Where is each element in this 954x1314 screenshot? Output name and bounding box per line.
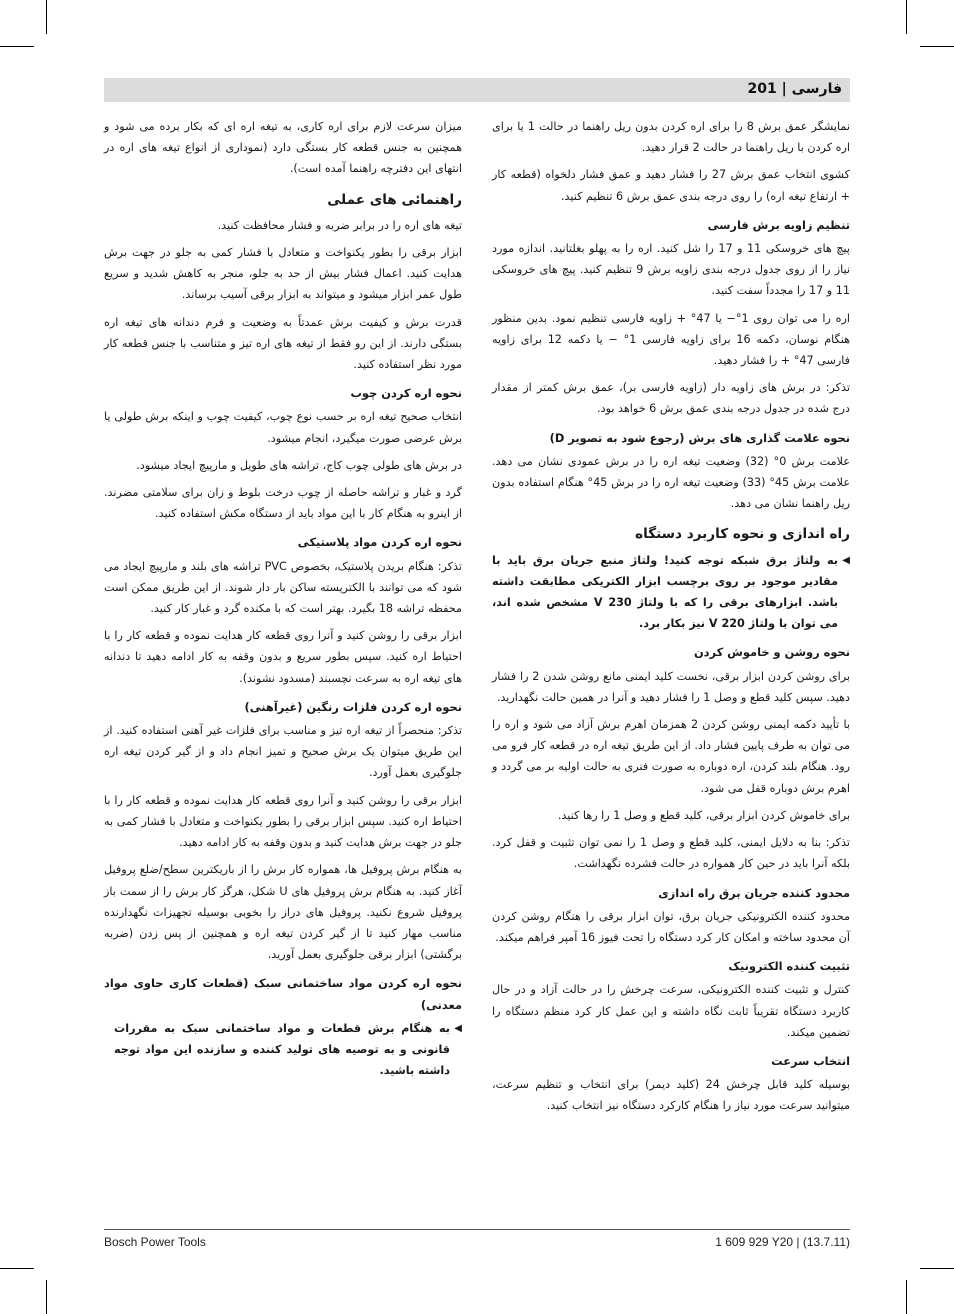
paragraph: نمایشگر عمق برش 8 را برای اره کردن بدون ریل راهنما در حالت 1 یا برای اره کردن با ریل راهنما در حالت 2 قرار دهید. [492,120,850,155]
crop-mark [46,1280,47,1314]
paragraph: تیغه های اره را در برابر ضربه و فشار محافظت کنید. [217,218,462,232]
paragraph: قدرت برش و کیفیت برش عمدتاً به وضعیت و فرم دندانه های تیغه اره بستگی دارند. از این رو فقط از تیغه های اره تیز و متناسب با جنس قطعه کار مورد نظر استفاده کنید. [104,315,462,372]
paragraph: ابزار برقی را روشن کنید و آنرا روی قطعه کار هدایت نموده و قطعه کار را با احتیاط اره کنید. سپس بطور سریع و بدون وقفه به کار ادامه دهید تا دندانه های تیغه اره به سرعت نچسبند (مسدود نشوند). [104,629,462,685]
crop-mark [920,1268,954,1269]
chapter-heading: راه اندازی و نحوه کاربرد دستگاه [635,526,850,543]
footer-brand: Bosch Power Tools [104,1235,206,1249]
paragraph: اره را می توان روی 1°− یا 47° + زاویه فارسی تنظیم نمود. بدین منظور هنگام نوسان، دکمه 16 برای زاویه فارسی 1° − یا دکمه 12 برای زاویه فارسی 47° + را فشار دهید. [492,311,851,368]
paragraph: محدود کننده الکترونیکی جریان برق، توان ابزار برقی را هنگام روشن کردن آن محدود ساخته و امکان کار کرد دستگاه را تحت فیوز 16 آمپر فراهم میکند. [492,909,850,944]
section-heading: تنظیم زاویه برش فارسی [707,217,850,232]
note-paragraph: تذکر: بنا به دلایل ایمنی، کلید قطع و وصل 1 را نمی توان تثبیت و قفل کرد. بلکه آنرا باید در حین کار همواره در حالت فشرده نگهداشت. [492,836,850,871]
paragraph: برای خاموش کردن ابزار برقی، کلید قطع و وصل 1 را رها کنید. [557,808,850,822]
warning-text: به هنگام برش قطعات و مواد ساختمانی سبک به مقررات قانونی و به توصیه های تولید کننده و سازنده این مواد توجه داشته باشید. [114,1021,450,1078]
note-paragraph: تذکر: هنگام بریدن پلاستیک، بخصوص PVC تراشه های بلند و مارپیچ ایجاد می شود که می توانند با الکتریسته ساکن بار دار شوند. از این طریق ممکن است محفظه تراشه 18 بگیرد. بهتر است که با مکنده گرد و غبار کار کنید. [104,559,462,616]
paragraph: در برش های طولی چوب کاج، تراشه های طویل و مارپیچ ایجاد میشود. [136,458,462,472]
paragraph: برای روشن کردن ابزار برقی، نخست کلید ایمنی مانع روشن شدن 2 را فشار دهید. سپس کلید قطع و وصل 1 را فشار دهید و آنرا در همین حالت نگهدارید. [492,669,851,704]
paragraph: ابزار برقی را بطور یکنواخت و متعادل با فشار کمی به جلو در جهت برش هدایت کنید. اعمال فشار بیش از حد به جلو، منجر به کاهش شدید و سریع طول عمر ابزار میشود و میتواند به ابزار برقی آسیب برساند. [104,246,462,302]
crop-mark [920,46,954,47]
paragraph: کشوی انتخاب عمق برش 27 را فشار دهید و عمق فشار دلخواه (قطعه کار + ارتفاع تیغه اره) را روی درجه بندی عمق برش 6 تنظیم کنید. [492,168,850,203]
left-column [104,116,462,1087]
section-heading: نحوه اره کردن فلزات رنگین (غیرآهنی) [244,699,462,714]
warning-triangle-icon: ◀ [842,554,850,566]
footer-doc-number: 1 609 929 Y20 | (13.7.11) [715,1235,850,1249]
paragraph: ابزار برقی را روشن کنید و آنرا روی قطعه کار هدایت نموده و قطعه کار را با احتیاط اره کنید. سپس ابزار برقی را بطور یکنواخت و متعادل با فشار کمی به جلو در جهت برش هدایت کنید و بدون وقفه به کار ادامه دهید. [104,793,462,850]
note-paragraph: تذکر: در برش های زاویه دار (زاویه فارسی بر)، عمق برش کمتر از مقدار درج شده در جدول درجه بندی عمق برش 6 خواهد بود. [492,381,850,416]
paragraph: بوسیله کلید قابل چرخش 24 (کلید دیمر) برای انتخاب و تنظیم سرعت، میتوانید سرعت مورد نیاز را هنگام کارکرد دستگاه نیز انتخاب کنید. [492,1078,850,1113]
crop-mark [906,1280,907,1314]
crop-mark [906,0,907,34]
paragraph: علامت برش 0° (32) وضعیت تیغه اره را در برش عمودی نشان می دهد. علامت برش 45° (33) وضعیت تیغه اره را در برش 45° هنگام استفاده بدون ریل راهنما نشان می دهد. [492,454,851,511]
section-heading: انتخاب سرعت [771,1053,850,1068]
paragraph: به هنگام برش پروفیل ها، همواره کار برش را از باریکترین سطح/ضلع پروفیل آغاز کنید. به هنگام برش پروفیل های U شکل، هرگز کار برش را از سمت باز پروفیل شروع نکنید. پروفیل های دراز را بخوبی بوسیله تجهیزات نگهدارنده مناسب مهار کنید تا از گیر کردن تیغه اره و همچنین از پس زدن (ضربه برگشتی) ابزار برقی جلوگیری بعمل آورید. [104,863,463,962]
section-heading: نحوه اره کردن مواد ساختمانی سبک (قطعات کاری حاوی مواد معدنی) [104,976,462,1012]
right-column [492,116,850,1123]
chapter-heading: راهنمائی های عملی [327,191,462,208]
paragraph: انتخاب صحیح تیغه اره بر حسب نوع چوب، کیفیت چوب و اینکه برش طولی یا برش عرضی صورت میگیرد، انجام میشود. [104,410,462,445]
page-title: فارسی | 201 [747,81,842,97]
paragraph: با تأیید دکمه ایمنی روشن کردن 2 همزمان اهرم برش آزاد می شود و اره را می توان به طرف پایین فشار داد. از این طریق تیغه اره در قطعه کار فرو می رود. هنگام بلند کردن، اره دوباره به صورت فنری به حالت اولیه بر می گردد و اهرم برش دوباره قفل می شود. [492,718,850,795]
page-header [104,78,850,102]
warning-text: به ولتاژ برق شبکه توجه کنید! ولتاژ منبع جریان برق باید با مقادیر موجود بر روی برچسب ابزار الکتریکی مطابقت داشته باشد. ابزارهای برقی را که با ولتاژ 230 V مشخص شده اند، می توان با ولتاژ 220 V نیز بکار برد. [492,553,838,631]
warning-block [492,550,850,635]
section-heading: تثبیت کننده الکترونیک [728,959,850,974]
section-heading: نحوه علامت گذاری های برش (رجوع شود به تصویر D) [549,430,850,445]
paragraph: پیچ های خروسکی 11 و 17 را شل کنید. اره را به پهلو بغلتانید. اندازه مورد نیاز را از روی جدول درجه بندی زاویه برش 9 تنظیم کنید. پیچ های خروسکی 11 و 17 را مجدداً سفت کنید. [492,242,850,298]
crop-mark [0,1268,34,1269]
paragraph: میزان سرعت لازم برای اره کاری، به تیغه اره ای که بکار برده می شود و همچنین به جنس قطعه کار بستگی دارد (نموداری از انواع تیغه های اره در انتهای این دفترچه راهنما آمده است). [104,120,462,176]
section-heading: نحوه اره کردن چوب [350,386,462,401]
footer-divider [104,1229,850,1230]
warning-block [114,1018,462,1082]
section-heading: نحوه روشن و خاموش کردن [693,645,850,660]
crop-mark [46,0,47,34]
section-heading: محدود کننده جریان برق راه اندازی [658,885,850,900]
section-heading: نحوه اره کردن مواد پلاستیکی [297,535,462,550]
crop-mark [0,46,34,47]
warning-triangle-icon: ◀ [454,1022,462,1034]
note-paragraph: تذکر: منحصراً از تیغه اره تیز و مناسب برای فلزات غیر آهنی استفاده کنید. از این طریق میتوان یک برش صحیح و تمیز انجام داد و از گیر کردن تیغه اره جلوگیری بعمل آورد. [104,724,462,780]
paragraph: کنترل و تثبیت کننده الکترونیکی، سرعت چرخش را در حالت آزاد و در حال کاربرد دستگاه تقریباً ثابت نگاه داشته و این عمل کار کرد منظم دستگاه را تضمین میکند. [492,983,850,1039]
paragraph: گرد و غبار و تراشه حاصله از چوب درخت بلوط و زان برای سلامتی مضرند. از اینرو به هنگام کار با این مواد باید از دستگاه مکش استفاده کنید. [104,486,462,521]
